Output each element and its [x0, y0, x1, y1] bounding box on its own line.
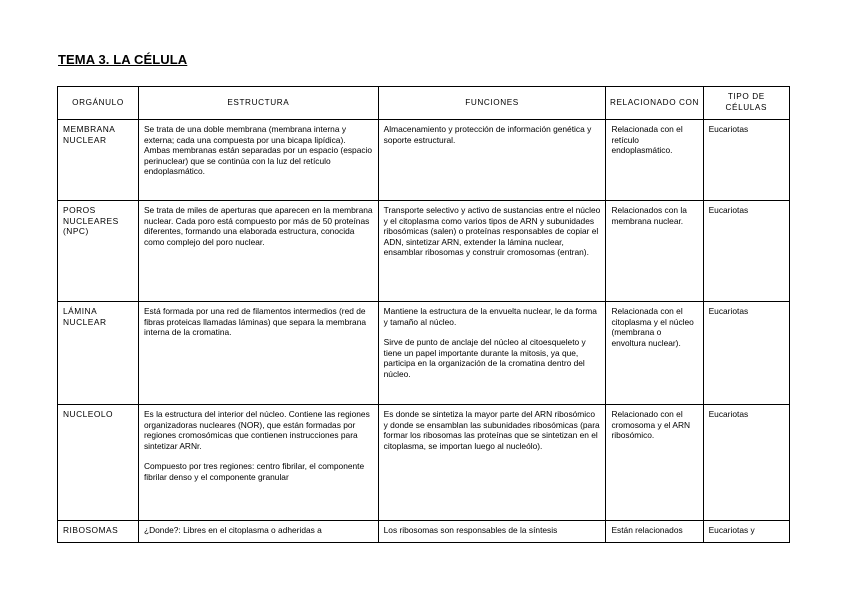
header-estructura: ESTRUCTURA [138, 87, 378, 120]
table-header-row [58, 87, 790, 120]
cell-text: Los ribosomas son responsables de la síntesis [383, 525, 558, 535]
table-row [58, 201, 790, 302]
cell-funciones [378, 521, 606, 543]
cell-estructura [138, 405, 378, 521]
page-title: TEMA 3. LA CÉLULA [58, 52, 188, 67]
funciones-paragraph: Mantiene la estructura de la envuelta nuclear, le da forma y tamaño al núcleo. [383, 306, 597, 327]
estructura-paragraph: Es la estructura del interior del núcleo. Contiene las regiones organizadoras nucleares (NOR), que están formadas por regiones cromosómicas que contienen instrucciones para sintetizar ARNr. [143, 409, 370, 451]
cell-tipo: Eucariotas [703, 120, 789, 201]
table-row [58, 302, 790, 405]
cell-funciones [378, 302, 606, 405]
header-organulo: ORGÁNULO [58, 87, 139, 120]
header-funciones: FUNCIONES [378, 87, 606, 120]
cell-organulo: MEMBRANA NUCLEAR [58, 120, 139, 201]
header-relacionado: RELACIONADO CON [606, 87, 703, 120]
cell-tipo: Eucariotas [703, 302, 789, 405]
estructura-paragraph: Compuesto por tres regiones: centro fibrilar, el componente fibrilar denso y el componente granular [143, 461, 365, 482]
cell-tipo: Eucariotas [703, 405, 789, 521]
cell-tipo [703, 521, 789, 543]
cell-organulo: LÁMINA NUCLEAR [58, 302, 139, 405]
header-tipo: TIPO DE CÉLULAS [703, 87, 789, 120]
cell-relacionado: Relacionada con el retículo endoplasmático. [606, 120, 703, 201]
table-row [58, 521, 790, 543]
organelles-table [57, 86, 790, 543]
cell-relacionado: Relacionados con la membrana nuclear. [606, 201, 703, 302]
cell-organulo: POROS NUCLEARES (NPC) [58, 201, 139, 302]
cell-text: Eucariotas y [708, 525, 755, 535]
funciones-paragraph: Sirve de punto de anclaje del núcleo al citoesqueleto y tiene un papel importante durante la mitosis, ya que, participa en la organización de la cromatina dentro del núcleo. [383, 337, 586, 379]
cell-estructura [138, 521, 378, 543]
table-row [58, 405, 790, 521]
cell-funciones: Transporte selectivo y activo de sustancias entre el núcleo y el citoplasma como varios tipos de ARN y subunidades ribosómicas (salen) o proteínas responsables de copiar el ADN, sintetizar ARN, extender la lámina nuclear, ensamblar ribosomas y construir cromosomas (entran). [378, 201, 606, 302]
cell-funciones: Es donde se sintetiza la mayor parte del ARN ribosómico y donde se ensamblan las subunidades ribosómicas (para formar los ribosomas las proteínas que se sintetizan en el citoplasma, se importan luego al nucleólo). [378, 405, 606, 521]
cell-estructura: Se trata de una doble membrana (membrana interna y externa; cada una compuesta por una bicapa lipídica). Ambas membranas están separadas por un espacio (espacio perinuclear) que se continúa con la luz del retículo endoplasmático. [138, 120, 378, 201]
cell-funciones: Almacenamiento y protección de información genética y soporte estructural. [378, 120, 606, 201]
cell-organulo: NUCLEOLO [58, 405, 139, 521]
table-row [58, 120, 790, 201]
cell-text: ¿Donde?: Libres en el citoplasma o adheridas a [143, 525, 322, 535]
cell-relacionado: Relacionado con el cromosoma y el ARN ribosómico. [606, 405, 703, 521]
cell-estructura: Está formada por una red de filamentos intermedios (red de fibras proteicas llamadas láminas) que separa la membrana interna de la cromatina. [138, 302, 378, 405]
cell-relacionado: Relacionada con el citoplasma y el núcleo (membrana o envoltura nuclear). [606, 302, 703, 405]
cell-tipo: Eucariotas [703, 201, 789, 302]
cell-estructura: Se trata de miles de aperturas que aparecen en la membrana nuclear. Cada poro está compuesto por más de 50 proteínas diferentes, formando una elaborada estructura, conocida como complejo del poro nuclear. [138, 201, 378, 302]
cell-relacionado [606, 521, 703, 543]
cell-text: Están relacionados [611, 525, 683, 535]
cell-organulo: RIBOSOMAS [58, 521, 139, 543]
